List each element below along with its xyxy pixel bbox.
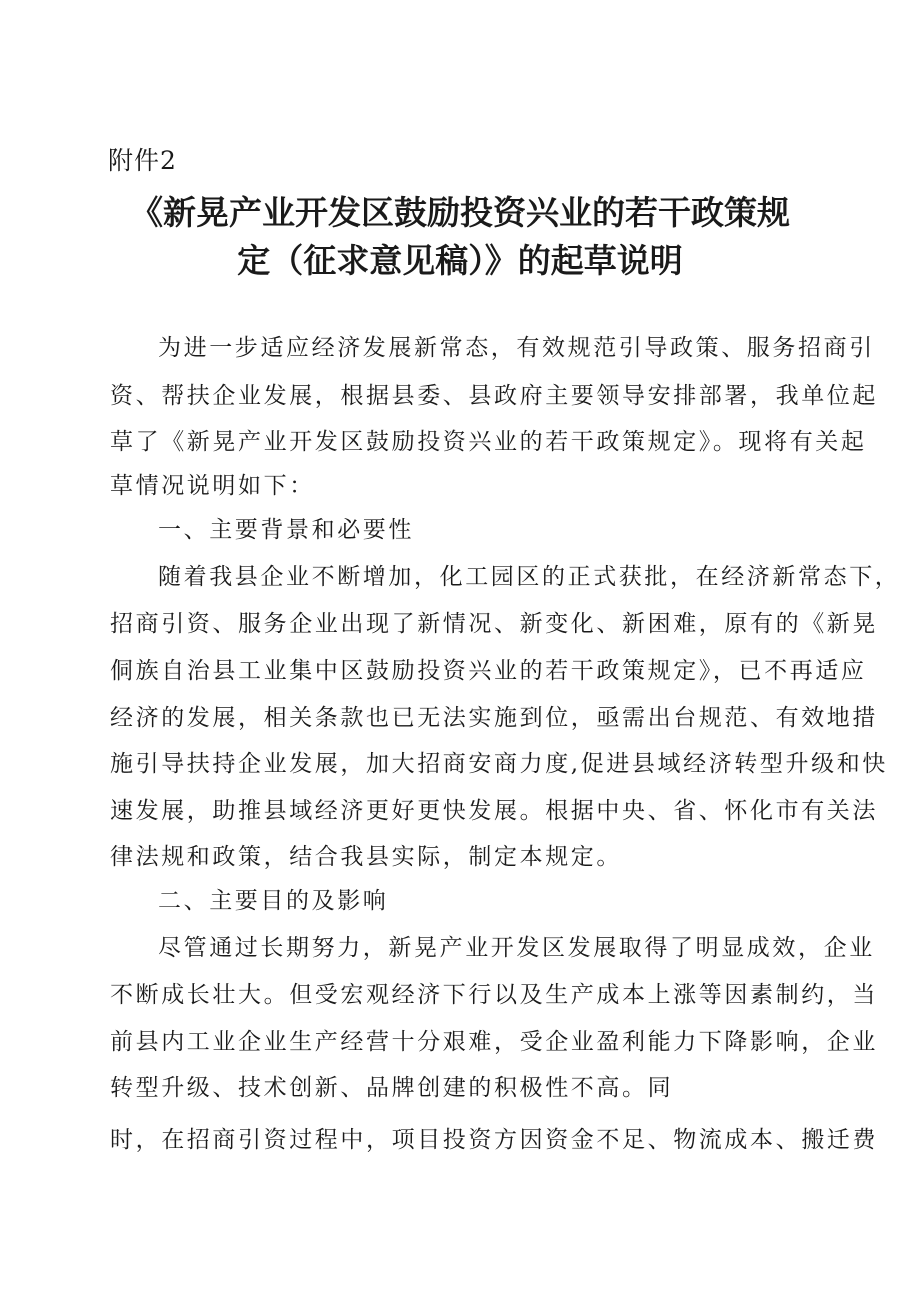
body-line: 律法规和政策，结合我县实际，制定本规定。 xyxy=(110,844,622,870)
section-heading: 一、主要背景和必要性 xyxy=(158,517,414,543)
body-line: 草了《新晃产业开发区鼓励投资兴业的若干政策规定》。现将有关起 xyxy=(110,429,867,455)
body-line: 施引导扶持企业发展，加大招商安商力度,促进县域经济转型升级和快 xyxy=(110,751,888,777)
body-line: 为进一步适应经济发展新常态，有效规范引导政策、服务招商引 xyxy=(158,335,875,361)
body-line: 侗族自治县工业集中区鼓励投资兴业的若干政策规定》，已不再适应 xyxy=(110,658,867,684)
body-line: 不断成长壮大。但受宏观经济下行以及生产成本上涨等因素制约，当 xyxy=(110,982,878,1008)
body-line: 资、帮扶企业发展，根据县委、县政府主要领导安排部署，我单位起 xyxy=(110,383,878,409)
body-line: 草情况说明如下： xyxy=(110,473,315,499)
document-title-line-2: 定（征求意见稿）》的起草说明 xyxy=(237,241,683,280)
annex-label: 附件2 xyxy=(108,146,177,175)
document-title-line-1: 《新晃产业开发区鼓励投资兴业的若干政策规 xyxy=(130,193,790,232)
body-line: 前县内工业企业生产经营十分艰难，受企业盈利能力下降影响，企业 xyxy=(110,1029,878,1055)
body-line: 转型升级、技术创新、品牌创建的积极性不高。同 xyxy=(110,1075,674,1101)
body-line: 速发展，助推县域经济更好更快发展。根据中央、省、怀化市有关法 xyxy=(110,798,878,824)
body-line: 随着我县企业不断增加，化工园区的正式获批，在经济新常态下， xyxy=(158,564,901,590)
body-line: 尽管通过长期努力，新晃产业开发区发展取得了明显成效，企业 xyxy=(158,935,875,961)
body-line: 经济的发展，相关条款也已无法实施到位，亟需出台规范、有效地措 xyxy=(110,705,878,731)
body-line: 招商引资、服务企业出现了新情况、新变化、新困难，原有的《新晃 xyxy=(110,611,878,637)
section-heading: 二、主要目的及影响 xyxy=(158,888,389,914)
body-line: 时，在招商引资过程中，项目投资方因资金不足、物流成本、搬迁费 xyxy=(110,1127,878,1153)
